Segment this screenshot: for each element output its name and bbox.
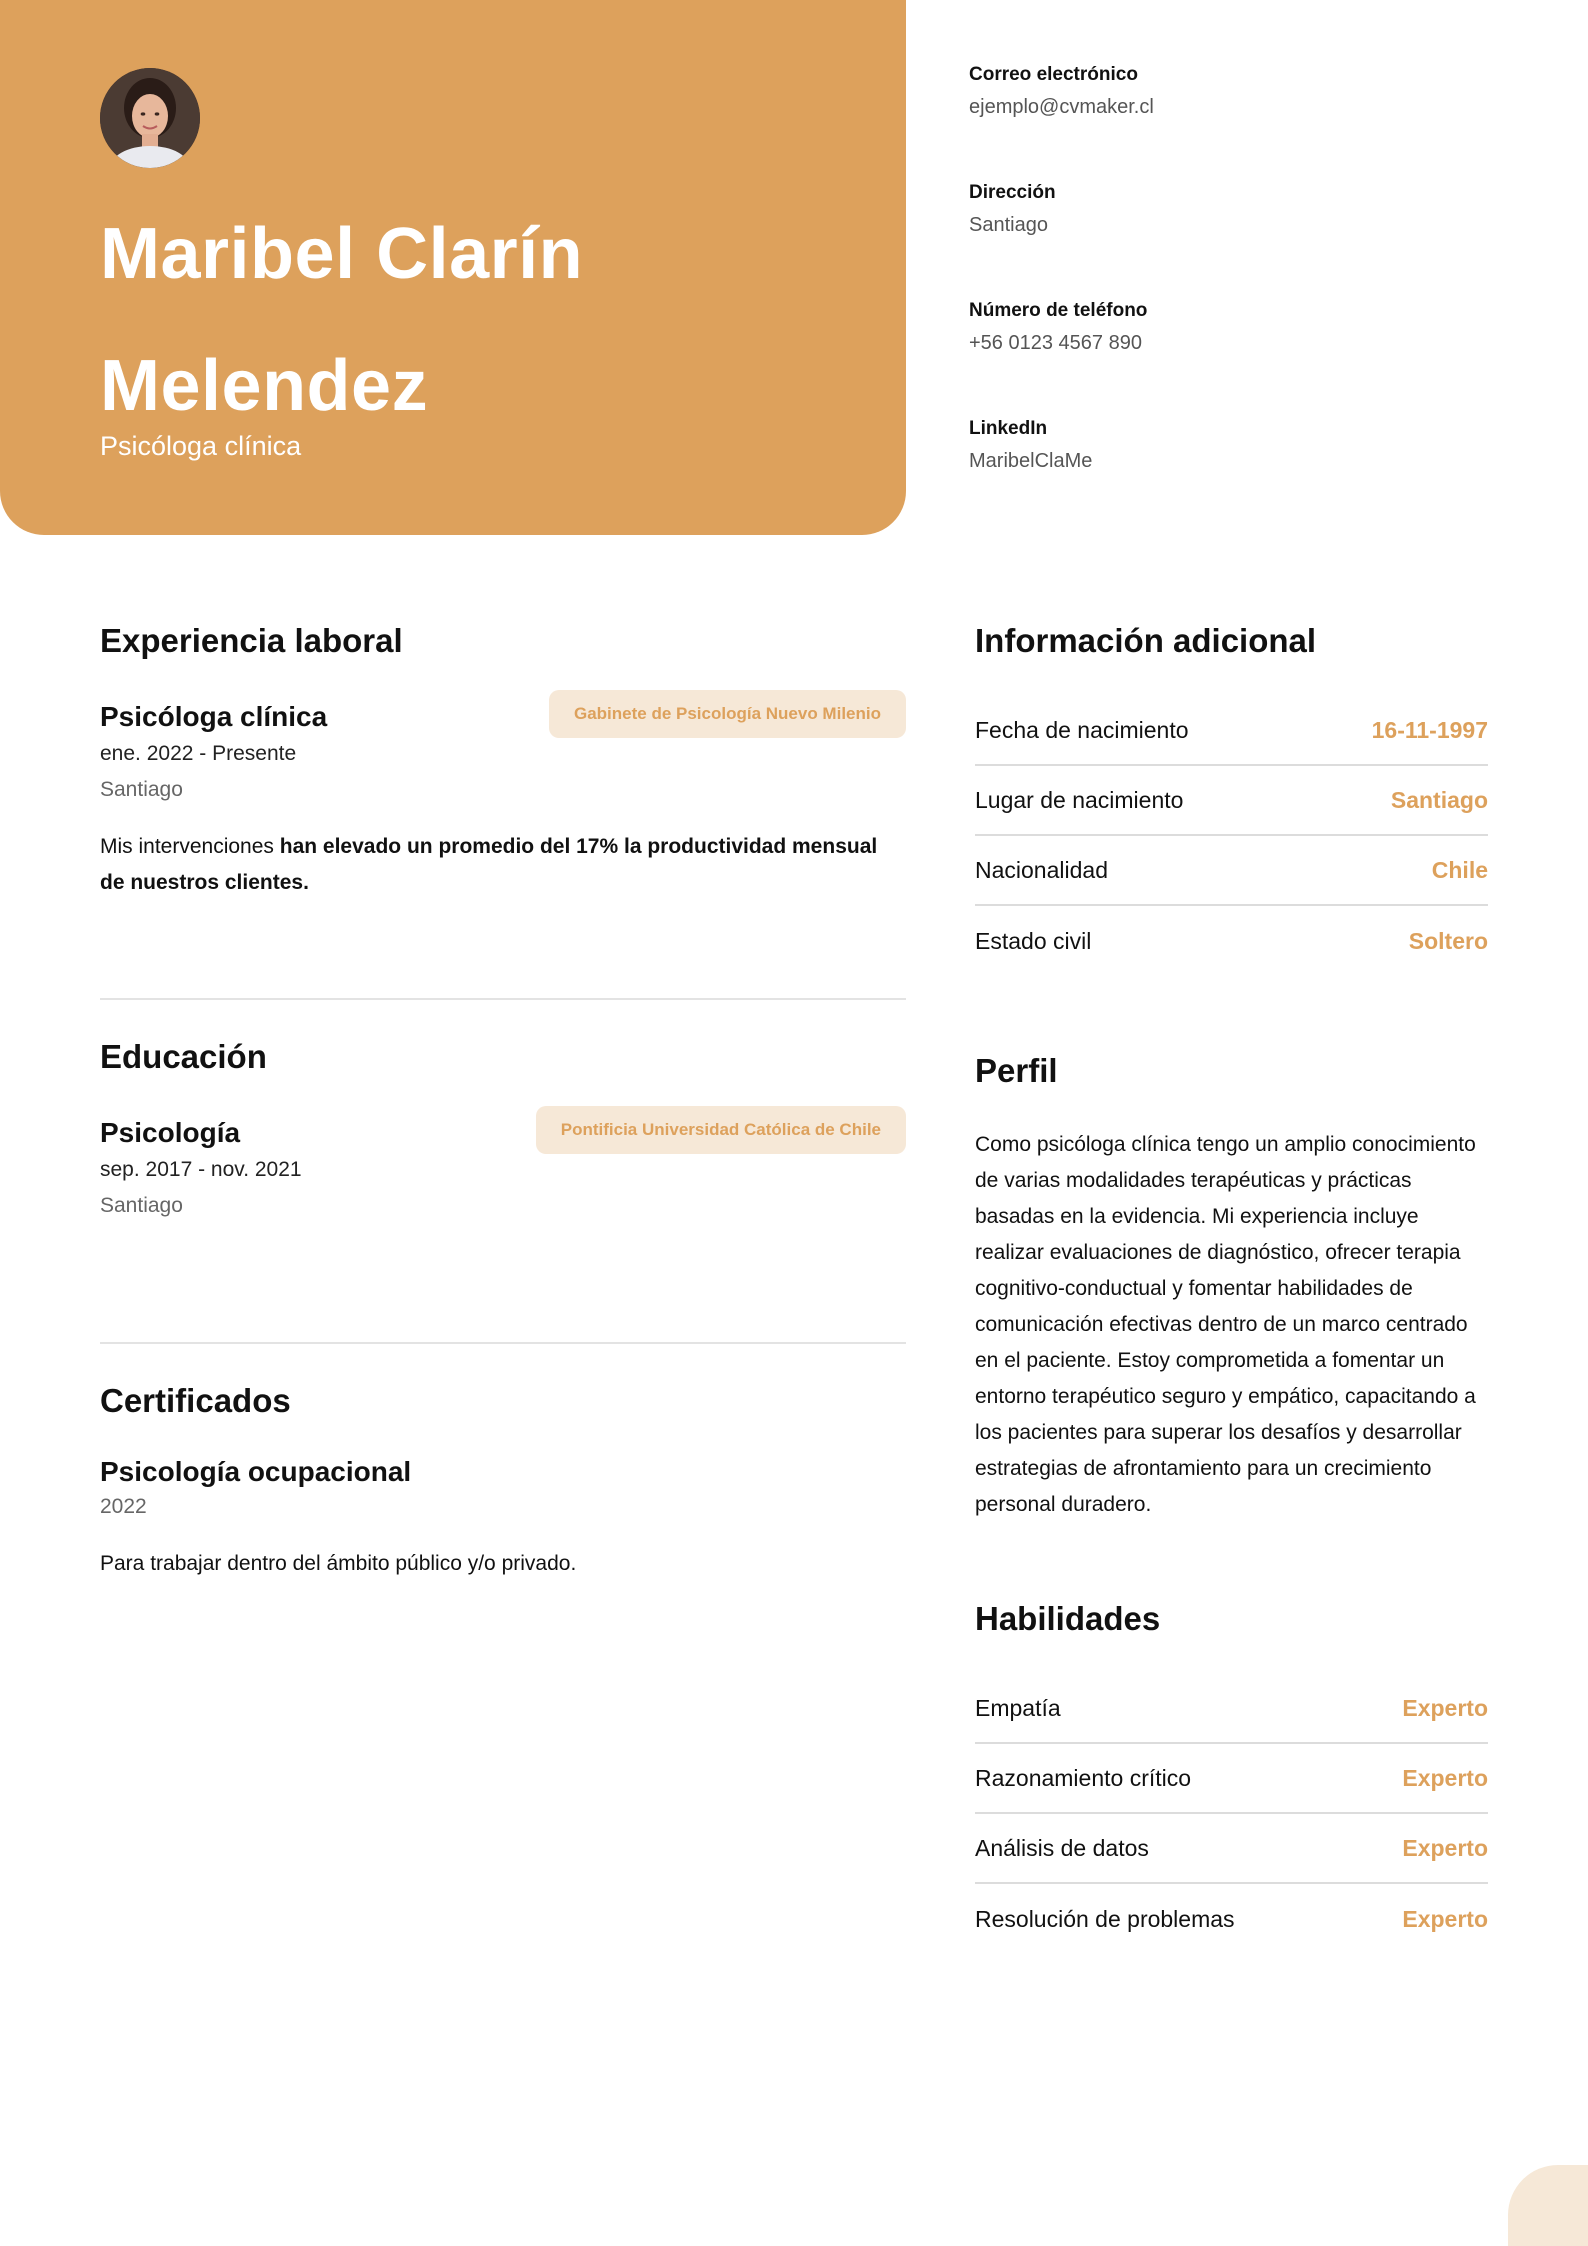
info-row — [975, 696, 1488, 766]
profile-text: Como psicóloga clínica tengo un amplio conocimiento de varias modalidades terapéuticas y prácticas basadas en la evidencia. Mi experiencia incluye realizar evaluaciones de diagnóstico, ofrecer terapia cognitivo-conductual y fomentar habilidades de comunicación efectivas dentro de un marco centrado en el paciente. Estoy comprometida a fomentar un entorno terapéutico seguro y empático, capacitando a los pacientes para superar los desafíos y desarrollar estrategias de afrontamiento para un crecimiento personal duradero. — [975, 1133, 1476, 1516]
candidate-role: Psicóloga clínica — [100, 431, 302, 461]
contact-label: Número de teléfono — [969, 300, 1148, 321]
additional-info-heading: Información adicional — [975, 622, 1317, 659]
section-divider — [100, 998, 906, 1000]
certificates-heading: Certificados — [100, 1382, 291, 1419]
info-value: Soltero — [1408, 927, 1488, 954]
profile-photo-icon — [100, 68, 200, 168]
info-key: Estado civil — [975, 927, 1092, 954]
skill-name: Razonamiento crítico — [975, 1764, 1192, 1791]
contact-value[interactable]: ejemplo@cvmaker.cl — [969, 96, 1154, 118]
name-line-1: Maribel Clarín — [100, 214, 584, 294]
skill-name: Resolución de problemas — [975, 1905, 1235, 1932]
education-location: Santiago — [100, 1194, 183, 1217]
contact-list — [969, 60, 1529, 532]
skill-level: Experto — [1402, 1905, 1488, 1932]
info-value: 16-11-1997 — [1371, 716, 1488, 743]
contact-value[interactable]: +56 0123 4567 890 — [969, 332, 1142, 354]
experience-item — [100, 690, 906, 910]
experience-description — [100, 829, 906, 901]
skill-level: Experto — [1402, 1834, 1488, 1861]
company-tag: Gabinete de Psicología Nuevo Milenio — [549, 690, 906, 738]
avatar — [100, 68, 200, 168]
experience-location: Santiago — [100, 778, 183, 801]
candidate-name — [100, 188, 880, 452]
education-heading: Educación — [100, 1038, 267, 1075]
info-key: Lugar de nacimiento — [975, 786, 1184, 813]
skills-heading: Habilidades — [975, 1600, 1161, 1637]
certificate-description: Para trabajar dentro del ámbito público y/o privado. — [100, 1552, 577, 1575]
contact-item-address — [969, 178, 1529, 296]
contact-label: Dirección — [969, 182, 1056, 203]
contact-item-phone — [969, 296, 1529, 414]
skill-row — [975, 1744, 1488, 1814]
skill-row — [975, 1884, 1488, 1954]
skill-name: Análisis de datos — [975, 1834, 1149, 1861]
description-plain: Mis intervenciones — [100, 835, 280, 858]
info-value: Santiago — [1390, 786, 1488, 813]
contact-value[interactable]: MaribelClaMe — [969, 450, 1093, 472]
certificate-year: 2022 — [100, 1495, 147, 1518]
info-value: Chile — [1431, 856, 1488, 883]
profile-heading: Perfil — [975, 1052, 1058, 1089]
education-dates: sep. 2017 - nov. 2021 — [100, 1158, 302, 1181]
experience-title: Psicóloga clínica — [100, 701, 328, 732]
skill-level: Experto — [1402, 1764, 1488, 1791]
info-key: Nacionalidad — [975, 856, 1108, 883]
skill-level: Experto — [1402, 1694, 1488, 1721]
education-item — [100, 1106, 906, 1256]
education-title: Psicología — [100, 1117, 241, 1148]
header-banner — [0, 0, 906, 535]
skill-name: Empatía — [975, 1694, 1061, 1721]
description-bold: han elevado un promedio del 17% la productividad mensual de nuestros clientes. — [100, 835, 878, 894]
contact-value: Santiago — [969, 214, 1048, 236]
contact-item-email — [969, 60, 1529, 178]
certificate-item — [100, 1456, 906, 1596]
experience-dates: ene. 2022 - Presente — [100, 742, 297, 765]
contact-label: Correo electrónico — [969, 64, 1138, 85]
certificate-title: Psicología ocupacional — [100, 1456, 412, 1487]
additional-info-table — [975, 696, 1488, 976]
contact-label: LinkedIn — [969, 418, 1048, 439]
info-row — [975, 906, 1488, 976]
contact-item-linkedin — [969, 414, 1529, 532]
experience-heading: Experiencia laboral — [100, 622, 403, 659]
skill-row — [975, 1674, 1488, 1744]
info-key: Fecha de nacimiento — [975, 716, 1189, 743]
info-row — [975, 836, 1488, 906]
skills-table — [975, 1674, 1488, 1954]
name-line-2: Melendez — [100, 346, 429, 426]
skill-row — [975, 1814, 1488, 1884]
institution-tag: Pontificia Universidad Católica de Chile — [536, 1106, 906, 1154]
decorative-corner — [1508, 2165, 1588, 2246]
info-row — [975, 766, 1488, 836]
section-divider — [100, 1342, 906, 1344]
